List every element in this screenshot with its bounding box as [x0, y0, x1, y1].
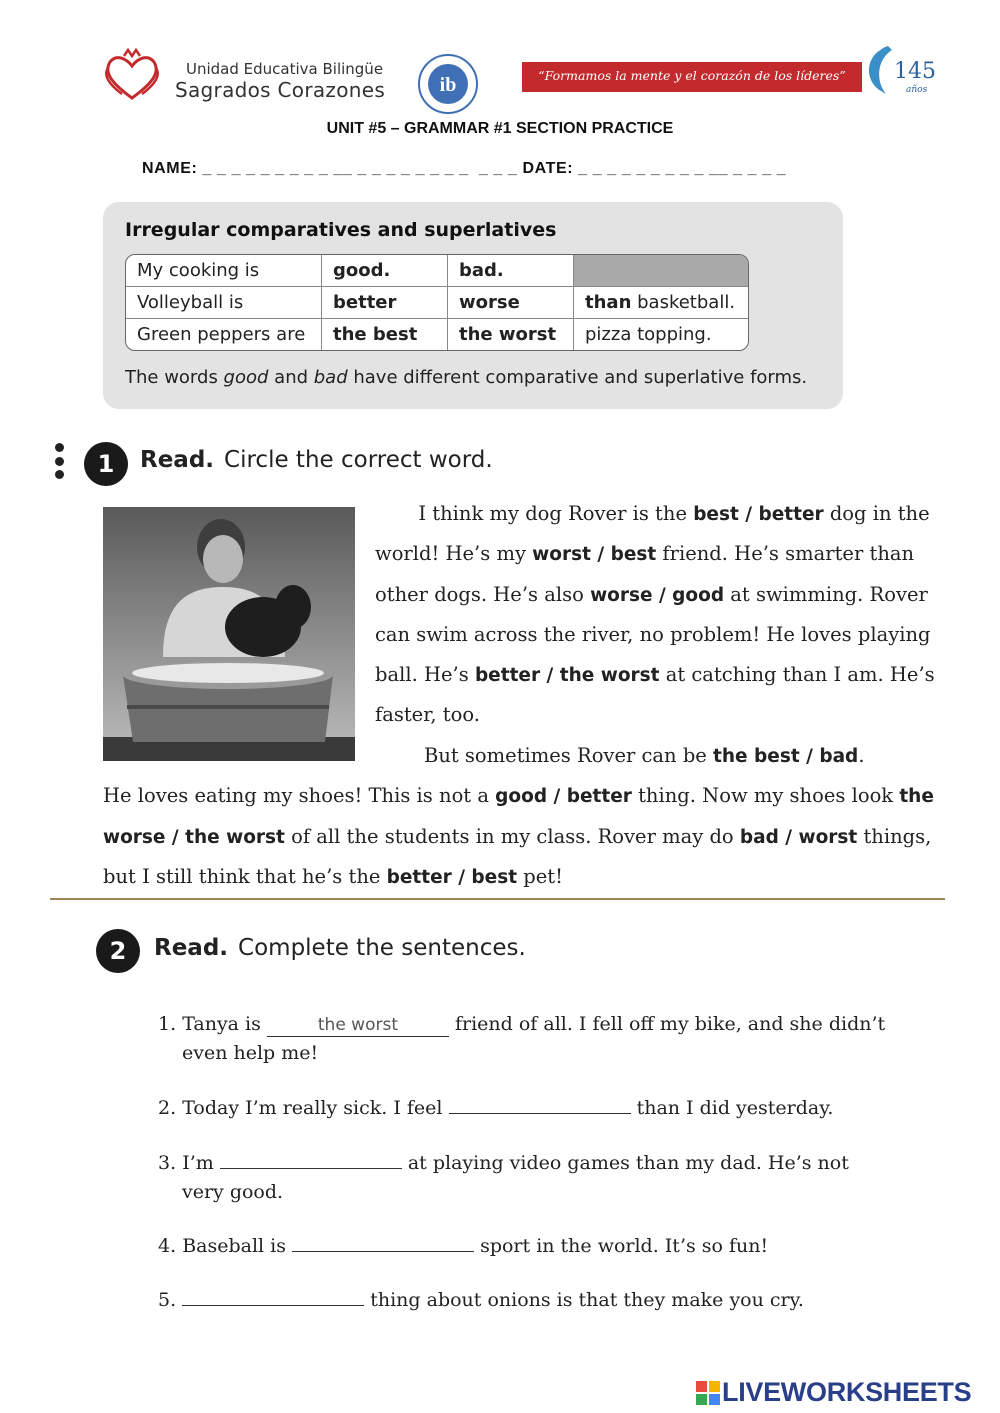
choice-option[interactable]: bad / worst — [739, 826, 858, 848]
grammar-cell: Volleyball is — [126, 287, 322, 319]
grammar-cell: pizza topping. — [585, 324, 712, 345]
reading-paragraph-1: I think my dog Rover is the best / better dog in the world! He’s my worst / best friend. He’s smarter than other dogs. He’s also worse / good at swimming. Rover can swim across the river, no problem! He loves playing ball. He’s better / the worst at catching than I am. He’s faster, too. — [375, 502, 935, 727]
anniversary-number: 145 — [894, 59, 936, 84]
answer-blank[interactable] — [220, 1148, 402, 1169]
grammar-cell: than basketball. — [574, 287, 748, 319]
school-name-line1: Unidad Educativa Bilingüe — [186, 60, 384, 78]
answer-blank[interactable] — [182, 1285, 364, 1306]
answer-blank[interactable] — [292, 1231, 474, 1252]
boy-washing-dog-photo — [103, 507, 355, 761]
grammar-cell-empty — [574, 255, 748, 287]
grammar-table-row — [126, 255, 748, 287]
section-number-badge: 1 — [84, 442, 128, 486]
name-date-fields[interactable]: NAME: _ _ _ _ _ _ _ _ _ __ _ _ _ _ _ _ _ _ _ _ _ DATE: _ _ _ _ _ _ _ _ _ __ _ _ _ _ — [142, 160, 787, 177]
liveworksheets-brand[interactable]: LIVEWORKSHEETS — [722, 1377, 972, 1407]
school-name-line2: Sagrados Corazones — [175, 78, 386, 102]
motto-text: “Formamos la mente y el corazón de los líderes” — [538, 68, 846, 83]
grammar-cell: better — [322, 287, 448, 319]
section-divider — [50, 898, 945, 900]
choice-option[interactable]: the best / bad — [713, 746, 859, 767]
ib-logo-text: ib — [439, 74, 457, 96]
grammar-cell: the best — [322, 319, 448, 350]
drag-handle-icon[interactable] — [55, 443, 64, 484]
grammar-table-row — [126, 287, 748, 319]
section2-heading: Read. Complete the sentences. — [154, 935, 526, 961]
choice-option[interactable]: better / the worst — [474, 664, 660, 686]
section1-heading: Read. Circle the correct word. — [140, 447, 493, 473]
choice-option[interactable]: worst / best — [532, 544, 657, 566]
choice-option[interactable]: good / better — [495, 786, 632, 808]
grammar-cell: Green peppers are — [126, 319, 322, 350]
section-number-badge: 2 — [96, 929, 140, 973]
exercise-item: 1. Tanya is the worst friend of all. I fell off my bike, and she didn’t even help me! — [158, 1013, 886, 1064]
exercise-item: 3. I’m at playing video games than my dad. He’s not very good. — [158, 1148, 938, 1207]
school-logo — [100, 48, 164, 104]
choice-option[interactable]: better / best — [386, 867, 518, 889]
exercise-item: 4. Baseball is sport in the world. It’s so fun! — [158, 1231, 938, 1261]
grammar-cell: My cooking is — [126, 255, 322, 287]
anniversary-word: años — [906, 85, 928, 95]
anniversary-logo — [858, 42, 940, 98]
answer-blank[interactable]: the worst — [267, 1016, 449, 1037]
choice-option[interactable]: worse / good — [590, 584, 725, 606]
exercise-item: 5. thing about onions is that they make you cry. — [158, 1285, 938, 1315]
grammar-note: The words good and bad have different comparative and superlative forms. — [125, 367, 808, 388]
grammar-table — [125, 254, 749, 351]
liveworksheets-logo-icon — [696, 1381, 720, 1405]
grammar-cell: good. — [322, 255, 448, 287]
choice-option[interactable]: the worse / the worst — [103, 786, 934, 848]
choice-option[interactable]: best / better — [693, 504, 824, 525]
answer-blank[interactable] — [449, 1093, 631, 1114]
exercise-item: 2. Today I’m really sick. I feel than I did yesterday. — [158, 1093, 938, 1123]
ib-logo — [418, 54, 478, 114]
grammar-box-title: Irregular comparatives and superlatives — [125, 219, 557, 241]
grammar-cell: worse — [448, 287, 574, 319]
grammar-table-row — [126, 319, 748, 350]
grammar-cell: bad. — [448, 255, 574, 287]
page-title: UNIT #5 – GRAMMAR #1 SECTION PRACTICE — [326, 120, 674, 137]
reading-paragraph-2: But sometimes Rover can be the best / bad. He loves eating my shoes! This is not a good / better thing. Now my shoes look the worse / the worst of all the students in my class. Rover may do bad / worst things, but I still think that he’s the better / best pet! — [103, 744, 934, 889]
grammar-cell: the worst — [448, 319, 574, 350]
